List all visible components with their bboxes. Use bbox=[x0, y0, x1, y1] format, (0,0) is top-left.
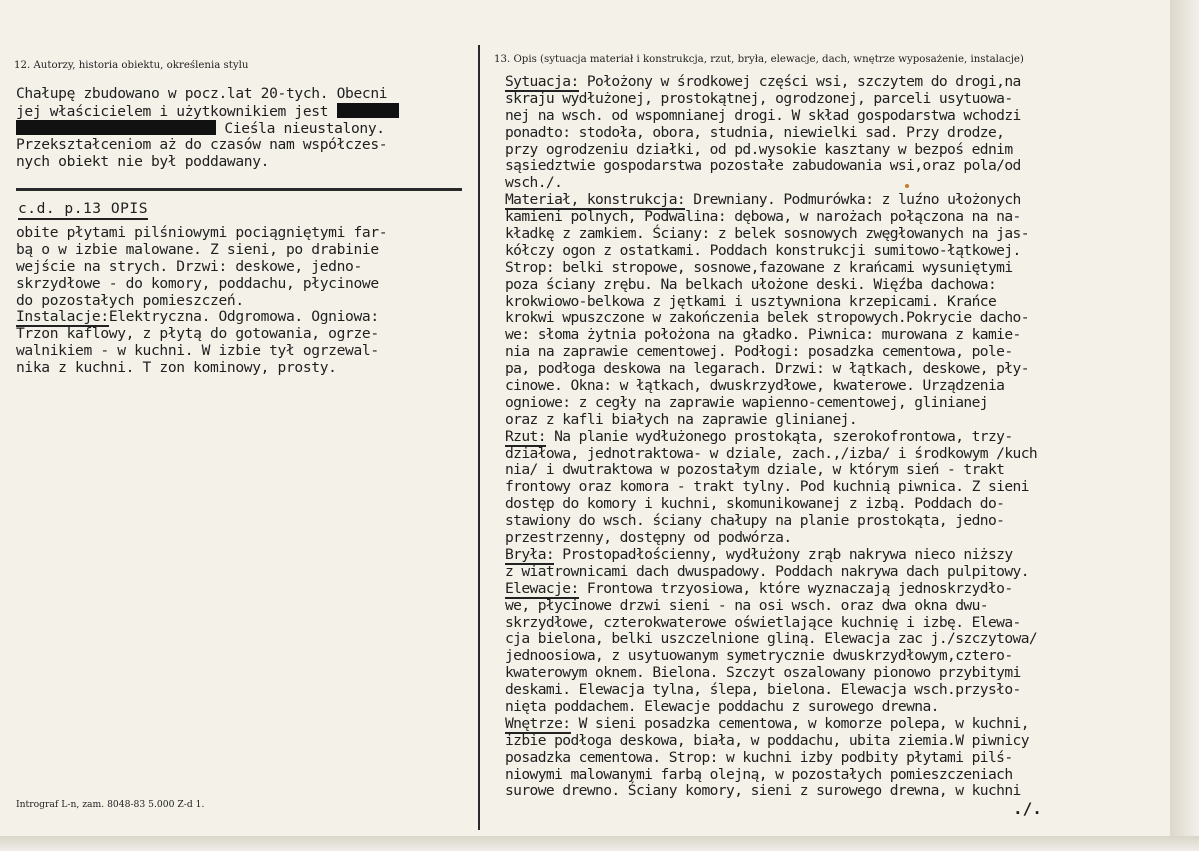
description-line bbox=[505, 327, 1165, 344]
description-line bbox=[505, 158, 1165, 175]
description-line-text: jednoosiowa, z usytuowanym symetrycznie dwuskrzydłowym,cztero- bbox=[505, 647, 1013, 665]
description-line-text: we: słoma żytnia położona na gładko. Piwnica: murowana z kamie- bbox=[505, 326, 1021, 344]
description-line-text: Na planie wydłużonego prostokąta, szerokofrontowa, trzy- bbox=[545, 427, 1013, 445]
description-line-text: krokwiowo-belkowa z jętkami i usztywniona krzepicami. Krańce bbox=[505, 292, 997, 310]
description-line bbox=[505, 631, 1165, 648]
description-line bbox=[505, 615, 1165, 632]
description-line-text: surowe drewno. Ściany komory, sieni z surowego drewna, w kuchni bbox=[505, 782, 1021, 800]
description-line-text: przy ogrodzeniu działki, od pd.wysokie kasztany w bezpoś ednim bbox=[505, 140, 1013, 158]
continuation-line bbox=[16, 309, 476, 326]
description-line-text: kwaterowym oknem. Bielona. Szczyt oszalowany pionowo przybitymi bbox=[505, 664, 1021, 682]
description-line-text: skrzydłowe, czterokwaterowe oświetlające kuchnię i izbę. Elewa- bbox=[505, 613, 1021, 631]
description-line-text: Drewniany. Podmurówka: z luźno ułożonych bbox=[685, 191, 1021, 209]
history-line bbox=[16, 103, 476, 120]
description-line bbox=[505, 412, 1165, 429]
continuation-line: obite płytami pilśniowymi pociągniętymi far- bbox=[16, 224, 388, 241]
printer-footer: Intrograf L-n, zam. 8048-83 5.000 Z-d 1. bbox=[16, 799, 205, 810]
redaction-bar bbox=[337, 103, 399, 118]
description-line bbox=[505, 192, 1165, 209]
continuation-text bbox=[16, 225, 476, 377]
column-divider bbox=[478, 45, 480, 830]
description-line-text: skraju wydłużonej, prostokątnej, ogrodzonej, parceli usytuowa- bbox=[505, 89, 1013, 107]
description-line bbox=[505, 496, 1165, 513]
history-line: nych obiekt nie był poddawany. bbox=[16, 152, 270, 170]
description-line-text: kółczy ogon z ostatkami. Poddach konstrukcji sumitowo-łątkowej. bbox=[505, 241, 1021, 259]
description-line bbox=[505, 682, 1165, 699]
description-line-text: ponadto: stodoła, obora, studnia, niewielki sad. Przy drodze, bbox=[505, 123, 1005, 141]
description-line-text: sąsiedztwie gospodarstwa pozostałe zabudowania wsi,oraz pola/od bbox=[505, 157, 1021, 175]
description-line-text: wsch./. bbox=[505, 174, 563, 192]
description-section-label: Rzut: bbox=[505, 427, 546, 445]
description-text bbox=[505, 74, 1165, 800]
continuation-line: walnikiem - w kuchni. W izbie tył ogrzewal- bbox=[16, 342, 379, 360]
description-section-label: Bryła: bbox=[505, 545, 555, 563]
description-line bbox=[505, 395, 1165, 412]
description-line bbox=[505, 665, 1165, 682]
description-line-text: we, płycinowe drzwi sieni - na osi wsch. oraz dwa okna dwu- bbox=[505, 596, 988, 614]
description-line-text: nia/ i dwutraktowa w pozostałym dziale, w którym sień - trakt bbox=[505, 461, 1005, 479]
description-line bbox=[505, 699, 1165, 716]
ink-speck bbox=[905, 184, 909, 188]
description-line bbox=[505, 125, 1165, 142]
history-line bbox=[16, 120, 476, 137]
history-line-text: jej właścicielem i użytkownikiem jest bbox=[16, 102, 329, 120]
description-line bbox=[505, 462, 1165, 479]
description-line bbox=[505, 74, 1165, 91]
description-line-text: działowa, jednotraktowa- w dziale, zach.,/izba/ i środkowym /kuch bbox=[505, 444, 1038, 462]
description-line bbox=[505, 750, 1165, 767]
redaction-bar bbox=[16, 120, 216, 135]
description-line bbox=[505, 294, 1165, 311]
description-line bbox=[505, 108, 1165, 125]
description-line bbox=[505, 564, 1165, 581]
description-line bbox=[505, 378, 1165, 395]
continuation-line: do pozostałych pomieszczeń. bbox=[16, 291, 244, 309]
description-line bbox=[505, 226, 1165, 243]
description-line-text: z wiatrownicami dach dwuspadowy. Poddach nakrywa dach pulpitowy. bbox=[505, 562, 1029, 580]
scan-edge-bottom bbox=[0, 836, 1199, 851]
description-line-text: stawiony do wsch. ściany chałupy na planie prostokąta, jedno- bbox=[505, 512, 1005, 530]
instalacje-text: Elektryczna. Odgromowa. Ogniowa: bbox=[108, 308, 379, 326]
description-line bbox=[505, 530, 1165, 547]
scan-edge-right bbox=[1170, 0, 1199, 851]
description-section-label: Wnętrze: bbox=[505, 714, 571, 732]
description-line-text: frontowy oraz komora - trakt tylny. Pod kuchnią piwnica. Z sieni bbox=[505, 478, 1029, 496]
description-line-text: pa, podłoga deskowa na legarach. Drzwi: w łątkach, deskowe, pły- bbox=[505, 360, 1029, 378]
description-line-text: Strop: belki stropowe, sosnowe,fazowane z krańcami wysuniętymi bbox=[505, 258, 1013, 276]
instalacje-label: Instalacje: bbox=[16, 308, 109, 326]
description-line-text: ogniowe: z cegły na zaprawie wapienno-cementowej, glinianej bbox=[505, 393, 988, 411]
description-line bbox=[505, 243, 1165, 260]
description-line bbox=[505, 361, 1165, 378]
history-line: Chałupę zbudowano w pocz.lat 20-tych. Obecni bbox=[16, 85, 388, 102]
description-line bbox=[505, 513, 1165, 530]
section-separator bbox=[16, 188, 462, 191]
description-line bbox=[505, 209, 1165, 226]
description-line-text: krokwi wpuszczone w zakończenia belek stropowych.Pokrycie dacho- bbox=[505, 309, 1029, 327]
description-line-text: kładkę z zamkiem. Ściany: z belek sosnowych zwęgłowanych na jas- bbox=[505, 225, 1029, 243]
description-line bbox=[505, 767, 1165, 784]
description-line-text: Położony w środkowej części wsi, szczytem do drogi,na bbox=[578, 73, 1021, 90]
description-line-text: W sieni posadzka cementowa, w komorze polepa, w kuchni, bbox=[570, 714, 1029, 732]
description-line bbox=[505, 547, 1165, 564]
description-line-text: dostęp do komory i kuchni, skomunikowanej z izbą. Poddach do- bbox=[505, 495, 1005, 513]
description-line bbox=[505, 783, 1165, 800]
description-line-text: przestrzenny, dostępny od podwórza. bbox=[505, 529, 792, 547]
description-line-text: posadzka cementowa. Strop: w kuchni izby podbity płytami pilś- bbox=[505, 748, 1013, 766]
description-line bbox=[505, 142, 1165, 159]
description-line-text: oraz z kafli białych na zaprawie glinianej. bbox=[505, 410, 858, 428]
description-line-text: cinowe. Okna: w łątkach, dwuskrzydłowe, kwaterowe. Urządzenia bbox=[505, 377, 1005, 395]
description-line bbox=[505, 175, 1165, 192]
description-line bbox=[505, 91, 1165, 108]
description-section-label: Sytuacja: bbox=[505, 73, 579, 90]
description-line bbox=[505, 479, 1165, 496]
description-line bbox=[505, 716, 1165, 733]
description-line-text: poza ściany zrębu. Na belkach ułożone deski. Więźba dachowa: bbox=[505, 275, 997, 293]
description-line-text: cja bielona, belki uszczelnione gliną. Elewacja zac j./szczytowa/ bbox=[505, 630, 1038, 648]
continuation-heading bbox=[18, 200, 148, 217]
continuation-heading-text: c.d. p.13 OPIS bbox=[18, 200, 148, 220]
continuation-line: bą o w izbie malowane. Z sieni, po drabinie bbox=[16, 240, 379, 258]
description-line bbox=[505, 581, 1165, 598]
description-line-text: kamieni polnych, Podwalina: dębowa, w narożach połączona na na- bbox=[505, 208, 1021, 226]
section-12-header: 12. Autorzy, historia obiektu, określenia stylu bbox=[14, 60, 249, 71]
continuation-line: wejście na strych. Drzwi: deskowe, jedno- bbox=[16, 257, 362, 275]
description-line-text: nia na zaprawie cementowej. Podłogi: posadzka cementowa, pole- bbox=[505, 343, 1013, 361]
continuation-line: skrzydłowe - do komory, poddachu, płycinowe bbox=[16, 274, 379, 292]
description-line bbox=[505, 260, 1165, 277]
history-line-text: Cieśla nieustalony. bbox=[216, 119, 385, 137]
description-line bbox=[505, 446, 1165, 463]
description-line-text: Frontowa trzyosiowa, które wyznaczają jednoskrzydło- bbox=[578, 579, 1013, 597]
description-line bbox=[505, 733, 1165, 750]
description-line-text: Prostopadłościenny, wydłużony zrąb nakrywa nieco niższy bbox=[554, 545, 1013, 563]
closing-mark: ./. bbox=[1013, 799, 1042, 818]
history-line: Przekształceniom aż do czasów nam współczes- bbox=[16, 135, 388, 153]
description-line-text: izbie podłoga deskowa, biała, w poddachu, ubita ziemia.W piwnicy bbox=[505, 731, 1029, 749]
description-line-text: nięta poddachem. Elewacje poddachu z surowego drewna. bbox=[505, 697, 939, 715]
description-line-text: nej na wsch. od wspomnianej drogi. W skład gospodarstwa wchodzi bbox=[505, 106, 1021, 124]
description-section-label: Elewacje: bbox=[505, 579, 579, 597]
description-line bbox=[505, 598, 1165, 615]
description-line bbox=[505, 429, 1165, 446]
history-text bbox=[16, 86, 476, 170]
description-section-label: Materiał, konstrukcja: bbox=[505, 191, 686, 209]
continuation-line: nika z kuchni. T zon kominowy, prosty. bbox=[16, 359, 337, 377]
description-line-text: deskami. Elewacja tylna, ślepa, bielona. Elewacja wsch.przysło- bbox=[505, 681, 1021, 699]
description-line-text: niowymi malowanymi farbą olejną, w pozostałych pomieszczeniach bbox=[505, 765, 1013, 783]
continuation-line: Trzon kaflowy, z płytą do gotowania, ogrze- bbox=[16, 325, 379, 343]
description-line bbox=[505, 648, 1165, 665]
description-line bbox=[505, 277, 1165, 294]
description-line bbox=[505, 344, 1165, 361]
section-13-header: 13. Opis (sytuacja materiał i konstrukcja, rzut, bryła, elewacje, dach, wnętrze wyposażenie, instalacje) bbox=[494, 54, 1024, 65]
description-line bbox=[505, 310, 1165, 327]
